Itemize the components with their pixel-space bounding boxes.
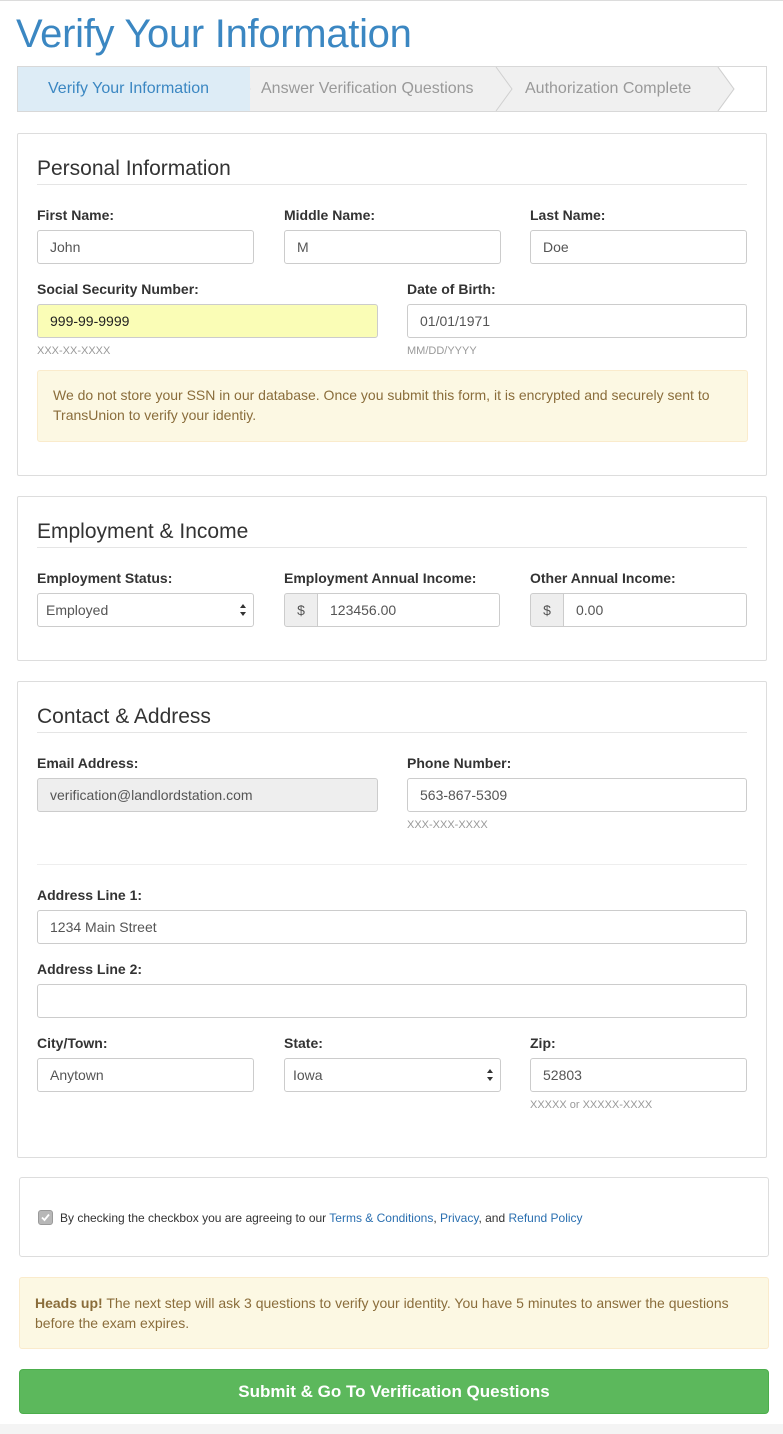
page-footer-band bbox=[0, 1424, 783, 1434]
submit-button[interactable]: Submit & Go To Verification Questions bbox=[19, 1369, 769, 1414]
contact-address-panel bbox=[17, 681, 767, 1158]
step-answer-questions: Answer Verification Questions bbox=[261, 80, 474, 97]
heads-up-text: The next step will ask 3 questions to verify your identity. You have 5 minutes to answer the questions before the exam expires. bbox=[35, 1295, 729, 1331]
phone-label: Phone Number: bbox=[407, 755, 512, 771]
dollar-prefix: $ bbox=[284, 593, 318, 627]
employment-income-panel bbox=[17, 496, 767, 661]
select-arrows-icon bbox=[486, 1068, 494, 1082]
refund-policy-link[interactable]: Refund Policy bbox=[508, 1211, 583, 1225]
middle-name-label: Middle Name: bbox=[284, 207, 376, 223]
employment-heading: Employment & Income bbox=[37, 520, 249, 543]
step-verify-information: Verify Your Information bbox=[18, 67, 250, 111]
page-title: Verify Your Information bbox=[16, 12, 412, 56]
top-divider bbox=[0, 0, 783, 1]
state-select[interactable] bbox=[284, 1058, 501, 1092]
terms-link[interactable]: Terms & Conditions bbox=[329, 1211, 434, 1225]
annual-income-input[interactable]: 123456.00 bbox=[317, 593, 500, 627]
select-arrows-icon bbox=[239, 603, 247, 617]
heads-up-alert bbox=[19, 1277, 769, 1349]
state-label: State: bbox=[284, 1035, 323, 1051]
middle-name-input[interactable]: M bbox=[284, 230, 501, 264]
step-authorization-complete: Authorization Complete bbox=[525, 80, 692, 97]
zip-format-help: XXXXX or XXXXX-XXXX bbox=[530, 1099, 653, 1111]
section-rule bbox=[37, 732, 747, 733]
employment-status-select[interactable] bbox=[37, 593, 254, 627]
progress-steps bbox=[17, 66, 767, 112]
ssn-format-help: XXX-XX-XXXX bbox=[37, 345, 111, 357]
email-label: Email Address: bbox=[37, 755, 139, 771]
personal-information-heading: Personal Information bbox=[37, 157, 231, 180]
privacy-link[interactable]: Privacy bbox=[440, 1211, 479, 1225]
phone-input[interactable]: 563-867-5309 bbox=[407, 778, 747, 812]
city-label: City/Town: bbox=[37, 1035, 108, 1051]
dob-input[interactable]: 01/01/1971 bbox=[407, 304, 747, 338]
last-name-input[interactable]: Doe bbox=[530, 230, 747, 264]
first-name-input[interactable]: John bbox=[37, 230, 254, 264]
employment-status-value: Employed bbox=[46, 602, 109, 618]
agreement-prefix: By checking the checkbox you are agreeing to our bbox=[60, 1211, 330, 1225]
ssn-input[interactable]: 999-99-9999 bbox=[37, 304, 378, 338]
city-input[interactable]: Anytown bbox=[37, 1058, 254, 1092]
first-name-label: First Name: bbox=[37, 207, 115, 223]
address-line1-label: Address Line 1: bbox=[37, 887, 143, 903]
dollar-prefix: $ bbox=[530, 593, 564, 627]
section-rule bbox=[37, 184, 747, 185]
agreement-checkbox[interactable] bbox=[38, 1210, 53, 1225]
other-income-label: Other Annual Income: bbox=[530, 570, 676, 586]
heads-up-label: Heads up! bbox=[35, 1295, 103, 1311]
address-line2-label: Address Line 2: bbox=[37, 961, 143, 977]
ssn-notice: We do not store your SSN in our database. Once you submit this form, it is encrypted and securely sent to TransUnion to verify your identiy. bbox=[37, 370, 748, 442]
phone-format-help: XXX-XXX-XXXX bbox=[407, 819, 488, 831]
other-income-input[interactable]: 0.00 bbox=[563, 593, 747, 627]
last-name-label: Last Name: bbox=[530, 207, 606, 223]
zip-label: Zip: bbox=[530, 1035, 556, 1051]
checkmark-icon bbox=[39, 1211, 52, 1224]
address-line1-input[interactable]: 1234 Main Street bbox=[37, 910, 747, 944]
email-input: verification@landlordstation.com bbox=[37, 778, 378, 812]
personal-information-panel bbox=[17, 133, 767, 476]
agreement-box bbox=[19, 1177, 769, 1257]
agreement-text bbox=[60, 1210, 583, 1226]
address-line2-input[interactable] bbox=[37, 984, 747, 1018]
state-value: Iowa bbox=[293, 1067, 323, 1083]
annual-income-label: Employment Annual Income: bbox=[284, 570, 477, 586]
divider bbox=[37, 864, 747, 865]
contact-heading: Contact & Address bbox=[37, 705, 211, 728]
section-rule bbox=[37, 547, 747, 548]
ssn-label: Social Security Number: bbox=[37, 281, 199, 297]
dob-label: Date of Birth: bbox=[407, 281, 496, 297]
agreement-separator: , and bbox=[478, 1211, 509, 1225]
employment-status-label: Employment Status: bbox=[37, 570, 173, 586]
dob-format-help: MM/DD/YYYY bbox=[407, 345, 477, 357]
agreement-separator: , bbox=[433, 1211, 440, 1225]
zip-input[interactable]: 52803 bbox=[530, 1058, 747, 1092]
